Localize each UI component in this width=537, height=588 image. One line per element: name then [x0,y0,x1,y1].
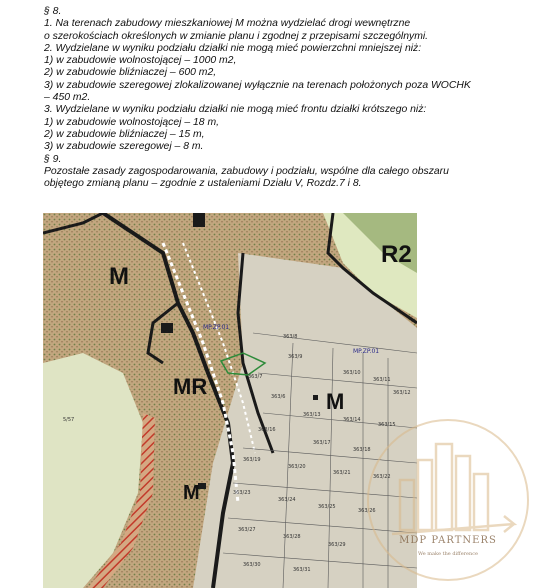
building [193,213,205,227]
building [161,323,173,333]
parcel-number: 363/25 [318,504,336,510]
paragraph-9-heading: § 9. [44,153,62,165]
parcel-number: 363/23 [233,490,251,496]
zone-label-m: M [109,263,129,290]
parcel-number: 363/13 [303,412,321,418]
text-line: o szerokościach określonych w zmianie planu i zgodnej z przepisami szczególnymi. [44,30,429,42]
parcel-number: 363/29 [328,542,346,548]
parcel-number: 363/24 [278,497,296,503]
text-line: 2) w zabudowie bliźniaczej – 15 m, [44,128,205,140]
parcel-number: 363/17 [313,440,331,446]
watermark-logo-icon [364,416,532,584]
parcel-number: 363/19 [243,457,261,463]
zone-label-m: M [183,482,200,504]
text-line: 1. Na terenach zabudowy mieszkaniowej M można wydzielać drogi wewnętrzne [44,18,411,30]
parcel-number: 363/8 [283,334,298,340]
map-drawing [43,213,417,588]
parcel-number: 363/26 [358,508,376,514]
parcel-number: 363/16 [258,427,276,433]
parcel-number: 363/22 [373,474,391,480]
text-line: 1) w zabudowie wolnostojącej – 1000 m2, [44,55,237,67]
parcel-number: 363/11 [373,377,391,383]
plan-text [44,6,514,190]
building [313,395,318,400]
parcel-number: 363/28 [283,534,301,540]
text-line: – 450 m2. [44,92,91,104]
parcel-number: 363/6 [271,394,286,400]
parcel-number: 363/15 [378,422,396,428]
zone-label-mr: MR [173,374,208,399]
text-line: 3) w zabudowie szeregowej zlokalizowanej wyłącznie na terenach położonych poza WOCHK [44,79,471,91]
paragraph-8-heading: § 8. [44,6,62,17]
text-line: 3) w zabudowie szeregowej – 8 m. [44,141,204,153]
zone-label-r2: R2 [381,241,412,268]
text-line: objętego zmianą planu – zgodnie z ustaleniami Działu V, Rozdz.7 i 8. [44,178,362,190]
zone-label-m: M [326,389,345,414]
parcel-number: 363/30 [243,562,261,568]
parcel-number: 363/7 [248,374,263,380]
zoning-map [43,213,417,588]
parcel-number: 5/57 [63,417,75,423]
watermark-brand: MDP PARTNERS [399,535,497,546]
watermark-tagline: We make the difference [418,551,478,557]
text-line: 1) w zabudowie wolnostojącej – 18 m, [44,116,220,128]
text-line: 3. Wydzielane w wyniku podziału działki nie mogą mieć frontu działki krótszego niż: [44,104,427,116]
parcel-number: 363/20 [288,464,306,470]
parcel-number: 363/21 [333,470,351,476]
parcel-number: 363/27 [238,527,256,533]
parcel-number: 363/9 [288,354,303,360]
text-line: 2) w zabudowie bliźniaczej – 600 m2, [44,67,217,79]
road-code: MP.ZP.01 [353,348,380,355]
parcel-number: 363/31 [293,567,311,573]
parcel-number: 363/14 [343,417,361,423]
parcel-number: 363/12 [393,390,411,396]
text-line: 2. Wydzielane w wyniku podziału działki nie mogą mieć powierzchni mniejszej niż: [44,42,422,54]
parcel-number: 363/10 [343,370,361,376]
road-code: MP.ZP.01 [203,324,230,331]
text-line: Pozostałe zasady zagospodarowania, zabudowy i podziału, wspólne dla całego obszaru [44,165,449,177]
parcel-number: 363/18 [353,447,371,453]
